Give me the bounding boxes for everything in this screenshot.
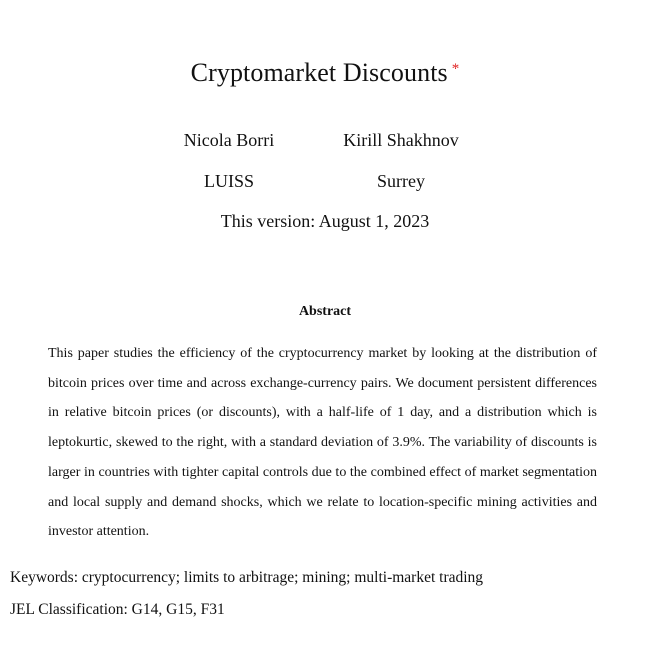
- author-affiliation-2: Surrey: [377, 171, 425, 191]
- author-name-2: Kirill Shakhnov: [343, 130, 459, 150]
- author-affiliation-1: LUISS: [203, 171, 255, 191]
- version-date: This version: August 1, 2023: [220, 211, 430, 231]
- title-footnote-mark[interactable]: *: [451, 61, 460, 77]
- abstract-text: This paper studies the efficiency of the cryptocurrency market by looking at the distribution of bitcoin prices over time and across exchange-currency pairs. We document persistent differences in relative bitcoin prices (or discounts), with a half-life of 1 day, and a distribution which is leptokurtic, skewed to the right, with a standard deviation of 3.9%. The variability of discounts is larger in countries with tighter capital controls due to the combined effect of market segmentation and local supply and demand shocks, which we relate to location-specific mining activities and investor attention.: [48, 346, 597, 540]
- paper-title: [0, 58, 650, 88]
- keywords: Keywords: cryptocurrency; limits to arbitrage; mining; multi-market trading: [10, 569, 484, 586]
- author-name-1: Nicola Borri: [183, 130, 275, 150]
- jel-classification: JEL Classification: G14, G15, F31: [10, 601, 225, 618]
- title-text: Cryptomarket Discounts: [190, 58, 448, 87]
- abstract-heading: Abstract: [298, 304, 352, 319]
